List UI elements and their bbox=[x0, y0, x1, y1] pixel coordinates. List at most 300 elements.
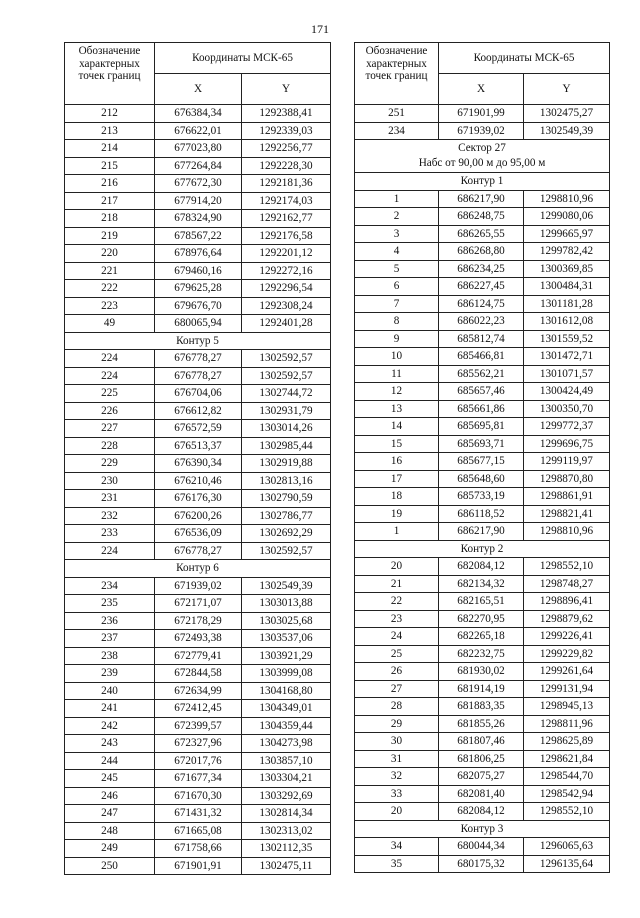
point-id-cell: 4 bbox=[355, 243, 439, 261]
contour-label: Контур 1 bbox=[355, 173, 610, 191]
x-coordinate-cell: 672844,58 bbox=[155, 665, 242, 683]
point-id-cell: 6 bbox=[355, 278, 439, 296]
point-id-cell: 242 bbox=[65, 717, 155, 735]
point-id-cell: 15 bbox=[355, 435, 439, 453]
point-id-cell: 14 bbox=[355, 418, 439, 436]
x-coordinate-cell: 685562,21 bbox=[439, 365, 524, 383]
coordinates-table-left bbox=[64, 42, 331, 875]
y-coordinate-cell: 1298552,10 bbox=[524, 803, 610, 821]
x-coordinate-cell: 681930,02 bbox=[439, 663, 524, 681]
y-coordinate-cell: 1300484,31 bbox=[524, 278, 610, 296]
table-row bbox=[65, 752, 331, 770]
table-row bbox=[355, 453, 610, 471]
table-row bbox=[355, 225, 610, 243]
x-coordinate-cell: 676384,34 bbox=[155, 105, 242, 123]
x-coordinate-cell: 676210,46 bbox=[155, 472, 242, 490]
x-coordinate-cell: 685648,60 bbox=[439, 470, 524, 488]
table-row bbox=[65, 210, 331, 228]
table-row bbox=[65, 840, 331, 858]
x-coordinate-cell: 686265,55 bbox=[439, 225, 524, 243]
x-coordinate-cell: 677914,20 bbox=[155, 192, 242, 210]
y-coordinate-cell: 1298810,96 bbox=[524, 190, 610, 208]
table-row bbox=[355, 365, 610, 383]
y-coordinate-cell: 1303025,68 bbox=[242, 612, 331, 630]
table-row bbox=[65, 612, 331, 630]
y-coordinate-cell: 1301071,57 bbox=[524, 365, 610, 383]
y-coordinate-cell: 1296065,63 bbox=[524, 838, 610, 856]
point-id-cell: 216 bbox=[65, 175, 155, 193]
x-coordinate-cell: 686248,75 bbox=[439, 208, 524, 226]
x-coordinate-cell: 672171,07 bbox=[155, 595, 242, 613]
x-coordinate-cell: 672327,96 bbox=[155, 735, 242, 753]
y-coordinate-cell: 1298879,62 bbox=[524, 610, 610, 628]
point-id-cell: 233 bbox=[65, 525, 155, 543]
y-coordinate-cell: 1298552,10 bbox=[524, 558, 610, 576]
table-row bbox=[65, 315, 331, 333]
x-coordinate-cell: 672779,41 bbox=[155, 647, 242, 665]
x-coordinate-cell: 682265,18 bbox=[439, 628, 524, 646]
x-coordinate-cell: 682232,75 bbox=[439, 645, 524, 663]
x-coordinate-cell: 672178,29 bbox=[155, 612, 242, 630]
y-coordinate-cell: 1298821,41 bbox=[524, 505, 610, 523]
x-coordinate-cell: 685693,71 bbox=[439, 435, 524, 453]
y-coordinate-cell: 1300369,85 bbox=[524, 260, 610, 278]
contour-row bbox=[355, 540, 610, 558]
table-row bbox=[65, 437, 331, 455]
point-id-cell: 21 bbox=[355, 575, 439, 593]
table-row bbox=[65, 507, 331, 525]
y-coordinate-cell: 1302814,34 bbox=[242, 805, 331, 823]
point-id-cell: 31 bbox=[355, 750, 439, 768]
y-coordinate-cell: 1303999,08 bbox=[242, 665, 331, 683]
point-id-cell: 232 bbox=[65, 507, 155, 525]
y-coordinate-cell: 1292272,16 bbox=[242, 262, 331, 280]
y-coordinate-cell: 1302112,35 bbox=[242, 840, 331, 858]
table-row bbox=[355, 330, 610, 348]
y-coordinate-cell: 1300350,70 bbox=[524, 400, 610, 418]
table-row bbox=[355, 505, 610, 523]
table-row bbox=[355, 698, 610, 716]
point-id-cell: 223 bbox=[65, 297, 155, 315]
x-coordinate-cell: 679460,16 bbox=[155, 262, 242, 280]
table-row bbox=[355, 435, 610, 453]
point-id-cell: 245 bbox=[65, 770, 155, 788]
table-row bbox=[355, 855, 610, 873]
x-coordinate-cell: 685466,81 bbox=[439, 348, 524, 366]
table-row bbox=[355, 838, 610, 856]
y-coordinate-cell: 1299772,37 bbox=[524, 418, 610, 436]
table-row bbox=[355, 400, 610, 418]
table-row bbox=[355, 208, 610, 226]
point-id-cell: 9 bbox=[355, 330, 439, 348]
y-coordinate-cell: 1304359,44 bbox=[242, 717, 331, 735]
x-coordinate-cell: 686118,52 bbox=[439, 505, 524, 523]
point-id-cell: 224 bbox=[65, 367, 155, 385]
point-id-cell: 226 bbox=[65, 402, 155, 420]
x-coordinate-cell: 671939,02 bbox=[439, 122, 524, 140]
point-id-cell: 20 bbox=[355, 803, 439, 821]
y-coordinate-cell: 1303013,88 bbox=[242, 595, 331, 613]
point-id-cell: 49 bbox=[65, 315, 155, 333]
x-coordinate-cell: 680044,34 bbox=[439, 838, 524, 856]
x-coordinate-cell: 671677,34 bbox=[155, 770, 242, 788]
y-coordinate-cell: 1299229,82 bbox=[524, 645, 610, 663]
table-row bbox=[355, 295, 610, 313]
y-coordinate-cell: 1298544,70 bbox=[524, 768, 610, 786]
table-row bbox=[355, 610, 610, 628]
point-id-cell: 212 bbox=[65, 105, 155, 123]
y-coordinate-cell: 1298810,96 bbox=[524, 523, 610, 541]
x-coordinate-cell: 671901,99 bbox=[439, 105, 524, 123]
point-id-cell: 238 bbox=[65, 647, 155, 665]
header-y: Y bbox=[524, 74, 610, 105]
table-row bbox=[355, 593, 610, 611]
y-coordinate-cell: 1299119,97 bbox=[524, 453, 610, 471]
table-row bbox=[65, 595, 331, 613]
point-id-cell: 231 bbox=[65, 490, 155, 508]
x-coordinate-cell: 676390,34 bbox=[155, 455, 242, 473]
y-coordinate-cell: 1303921,29 bbox=[242, 647, 331, 665]
x-coordinate-cell: 678567,22 bbox=[155, 227, 242, 245]
table-row bbox=[65, 490, 331, 508]
table-row bbox=[65, 367, 331, 385]
point-id-cell: 10 bbox=[355, 348, 439, 366]
table-row bbox=[355, 190, 610, 208]
table-row bbox=[65, 192, 331, 210]
table-row bbox=[65, 227, 331, 245]
y-coordinate-cell: 1299782,42 bbox=[524, 243, 610, 261]
y-coordinate-cell: 1292296,54 bbox=[242, 280, 331, 298]
x-coordinate-cell: 682134,32 bbox=[439, 575, 524, 593]
x-coordinate-cell: 676622,01 bbox=[155, 122, 242, 140]
y-coordinate-cell: 1298748,27 bbox=[524, 575, 610, 593]
y-coordinate-cell: 1302592,57 bbox=[242, 350, 331, 368]
table-row bbox=[355, 768, 610, 786]
table-row bbox=[355, 558, 610, 576]
x-coordinate-cell: 672634,99 bbox=[155, 682, 242, 700]
point-id-cell: 19 bbox=[355, 505, 439, 523]
point-id-cell: 17 bbox=[355, 470, 439, 488]
table-row bbox=[65, 245, 331, 263]
table-row bbox=[355, 663, 610, 681]
y-coordinate-cell: 1302786,77 bbox=[242, 507, 331, 525]
table-row bbox=[355, 575, 610, 593]
page-number: 171 bbox=[311, 22, 329, 36]
point-id-cell: 30 bbox=[355, 733, 439, 751]
table-row bbox=[65, 472, 331, 490]
point-id-cell: 220 bbox=[65, 245, 155, 263]
table-row bbox=[65, 297, 331, 315]
point-id-cell: 228 bbox=[65, 437, 155, 455]
table-row bbox=[355, 470, 610, 488]
contour-label: Контур 5 bbox=[65, 332, 331, 350]
table-row bbox=[65, 140, 331, 158]
x-coordinate-cell: 672399,57 bbox=[155, 717, 242, 735]
header-point-label: Обозначение характерных точек границ bbox=[355, 43, 439, 105]
sector-title: Сектор 27 bbox=[458, 142, 506, 154]
x-coordinate-cell: 685657,46 bbox=[439, 383, 524, 401]
table-row bbox=[65, 822, 331, 840]
header-y: Y bbox=[242, 74, 331, 105]
x-coordinate-cell: 685695,81 bbox=[439, 418, 524, 436]
y-coordinate-cell: 1302919,88 bbox=[242, 455, 331, 473]
x-coordinate-cell: 680175,32 bbox=[439, 855, 524, 873]
contour-label: Контур 3 bbox=[355, 820, 610, 838]
point-id-cell: 250 bbox=[65, 857, 155, 875]
point-id-cell: 222 bbox=[65, 280, 155, 298]
table-row bbox=[65, 717, 331, 735]
y-coordinate-cell: 1304349,01 bbox=[242, 700, 331, 718]
point-id-cell: 224 bbox=[65, 350, 155, 368]
table-row bbox=[65, 857, 331, 875]
point-id-cell: 229 bbox=[65, 455, 155, 473]
table-row bbox=[65, 262, 331, 280]
y-coordinate-cell: 1292176,58 bbox=[242, 227, 331, 245]
table-row bbox=[355, 313, 610, 331]
y-coordinate-cell: 1298625,89 bbox=[524, 733, 610, 751]
x-coordinate-cell: 686268,80 bbox=[439, 243, 524, 261]
y-coordinate-cell: 1292181,36 bbox=[242, 175, 331, 193]
point-id-cell: 214 bbox=[65, 140, 155, 158]
point-id-cell: 34 bbox=[355, 838, 439, 856]
table-row bbox=[65, 122, 331, 140]
table-row bbox=[355, 383, 610, 401]
table-row bbox=[355, 122, 610, 140]
point-id-cell: 240 bbox=[65, 682, 155, 700]
coordinates-table-right bbox=[354, 42, 610, 873]
y-coordinate-cell: 1296135,64 bbox=[524, 855, 610, 873]
x-coordinate-cell: 677672,30 bbox=[155, 175, 242, 193]
x-coordinate-cell: 676536,09 bbox=[155, 525, 242, 543]
contour-label: Контур 2 bbox=[355, 540, 610, 558]
x-coordinate-cell: 678324,90 bbox=[155, 210, 242, 228]
y-coordinate-cell: 1298870,80 bbox=[524, 470, 610, 488]
x-coordinate-cell: 672412,45 bbox=[155, 700, 242, 718]
point-id-cell: 234 bbox=[65, 577, 155, 595]
point-id-cell: 239 bbox=[65, 665, 155, 683]
x-coordinate-cell: 682081,40 bbox=[439, 785, 524, 803]
table-row bbox=[65, 770, 331, 788]
y-coordinate-cell: 1292339,03 bbox=[242, 122, 331, 140]
x-coordinate-cell: 671939,02 bbox=[155, 577, 242, 595]
point-id-cell: 32 bbox=[355, 768, 439, 786]
point-id-cell: 13 bbox=[355, 400, 439, 418]
x-coordinate-cell: 681807,46 bbox=[439, 733, 524, 751]
x-coordinate-cell: 676704,06 bbox=[155, 385, 242, 403]
header-x: X bbox=[155, 74, 242, 105]
x-coordinate-cell: 671901,91 bbox=[155, 857, 242, 875]
y-coordinate-cell: 1302475,11 bbox=[242, 857, 331, 875]
point-id-cell: 1 bbox=[355, 190, 439, 208]
table-row bbox=[355, 733, 610, 751]
y-coordinate-cell: 1301612,08 bbox=[524, 313, 610, 331]
y-coordinate-cell: 1302744,72 bbox=[242, 385, 331, 403]
y-coordinate-cell: 1301559,52 bbox=[524, 330, 610, 348]
x-coordinate-cell: 671665,08 bbox=[155, 822, 242, 840]
table-row bbox=[65, 787, 331, 805]
table-row bbox=[65, 280, 331, 298]
point-id-cell: 249 bbox=[65, 840, 155, 858]
table-row bbox=[65, 805, 331, 823]
contour-row bbox=[355, 820, 610, 838]
table-row bbox=[65, 647, 331, 665]
x-coordinate-cell: 679625,28 bbox=[155, 280, 242, 298]
y-coordinate-cell: 1292401,28 bbox=[242, 315, 331, 333]
point-id-cell: 215 bbox=[65, 157, 155, 175]
point-id-cell: 2 bbox=[355, 208, 439, 226]
table-row bbox=[65, 157, 331, 175]
table-row bbox=[355, 418, 610, 436]
y-coordinate-cell: 1302790,59 bbox=[242, 490, 331, 508]
table-row bbox=[355, 785, 610, 803]
table-row bbox=[65, 385, 331, 403]
table-row bbox=[65, 700, 331, 718]
point-id-cell: 235 bbox=[65, 595, 155, 613]
x-coordinate-cell: 686217,90 bbox=[439, 190, 524, 208]
x-coordinate-cell: 676612,82 bbox=[155, 402, 242, 420]
table-row bbox=[65, 420, 331, 438]
y-coordinate-cell: 1298811,96 bbox=[524, 715, 610, 733]
table-row bbox=[355, 523, 610, 541]
y-coordinate-cell: 1300424,49 bbox=[524, 383, 610, 401]
contour-row bbox=[355, 173, 610, 191]
point-id-cell: 26 bbox=[355, 663, 439, 681]
y-coordinate-cell: 1302692,29 bbox=[242, 525, 331, 543]
table-row bbox=[355, 105, 610, 123]
table-row bbox=[65, 525, 331, 543]
y-coordinate-cell: 1298896,41 bbox=[524, 593, 610, 611]
table-row bbox=[65, 682, 331, 700]
point-id-cell: 23 bbox=[355, 610, 439, 628]
x-coordinate-cell: 682084,12 bbox=[439, 558, 524, 576]
y-coordinate-cell: 1292308,24 bbox=[242, 297, 331, 315]
y-coordinate-cell: 1302592,57 bbox=[242, 367, 331, 385]
point-id-cell: 5 bbox=[355, 260, 439, 278]
y-coordinate-cell: 1292162,77 bbox=[242, 210, 331, 228]
table-row bbox=[355, 243, 610, 261]
point-id-cell: 22 bbox=[355, 593, 439, 611]
x-coordinate-cell: 681914,19 bbox=[439, 680, 524, 698]
point-id-cell: 251 bbox=[355, 105, 439, 123]
table-row bbox=[355, 488, 610, 506]
x-coordinate-cell: 671758,66 bbox=[155, 840, 242, 858]
header-coordinates: Координаты МСК-65 bbox=[439, 43, 610, 74]
x-coordinate-cell: 676513,37 bbox=[155, 437, 242, 455]
point-id-cell: 247 bbox=[65, 805, 155, 823]
point-id-cell: 243 bbox=[65, 735, 155, 753]
x-coordinate-cell: 681806,25 bbox=[439, 750, 524, 768]
point-id-cell: 224 bbox=[65, 542, 155, 560]
point-id-cell: 27 bbox=[355, 680, 439, 698]
x-coordinate-cell: 685661,86 bbox=[439, 400, 524, 418]
table-row bbox=[355, 803, 610, 821]
x-coordinate-cell: 676200,26 bbox=[155, 507, 242, 525]
point-id-cell: 20 bbox=[355, 558, 439, 576]
point-id-cell: 248 bbox=[65, 822, 155, 840]
y-coordinate-cell: 1301181,28 bbox=[524, 295, 610, 313]
y-coordinate-cell: 1304168,80 bbox=[242, 682, 331, 700]
y-coordinate-cell: 1301472,71 bbox=[524, 348, 610, 366]
y-coordinate-cell: 1302475,27 bbox=[524, 105, 610, 123]
point-id-cell: 225 bbox=[65, 385, 155, 403]
table-row bbox=[355, 645, 610, 663]
point-id-cell: 230 bbox=[65, 472, 155, 490]
y-coordinate-cell: 1303304,21 bbox=[242, 770, 331, 788]
y-coordinate-cell: 1302985,44 bbox=[242, 437, 331, 455]
x-coordinate-cell: 686217,90 bbox=[439, 523, 524, 541]
table-row bbox=[355, 750, 610, 768]
y-coordinate-cell: 1302313,02 bbox=[242, 822, 331, 840]
point-id-cell: 246 bbox=[65, 787, 155, 805]
point-id-cell: 218 bbox=[65, 210, 155, 228]
x-coordinate-cell: 686124,75 bbox=[439, 295, 524, 313]
y-coordinate-cell: 1299665,97 bbox=[524, 225, 610, 243]
table-row bbox=[65, 630, 331, 648]
header-point-label: Обозначение характерных точек границ bbox=[65, 43, 155, 105]
y-coordinate-cell: 1302592,57 bbox=[242, 542, 331, 560]
y-coordinate-cell: 1299261,64 bbox=[524, 663, 610, 681]
x-coordinate-cell: 671431,32 bbox=[155, 805, 242, 823]
y-coordinate-cell: 1302549,39 bbox=[242, 577, 331, 595]
x-coordinate-cell: 672017,76 bbox=[155, 752, 242, 770]
table-row bbox=[65, 735, 331, 753]
point-id-cell: 221 bbox=[65, 262, 155, 280]
x-coordinate-cell: 678976,64 bbox=[155, 245, 242, 263]
y-coordinate-cell: 1303857,10 bbox=[242, 752, 331, 770]
y-coordinate-cell: 1292256,77 bbox=[242, 140, 331, 158]
sector-row bbox=[355, 140, 610, 173]
point-id-cell: 16 bbox=[355, 453, 439, 471]
point-id-cell: 18 bbox=[355, 488, 439, 506]
point-id-cell: 29 bbox=[355, 715, 439, 733]
x-coordinate-cell: 676778,27 bbox=[155, 367, 242, 385]
y-coordinate-cell: 1292201,12 bbox=[242, 245, 331, 263]
y-coordinate-cell: 1303537,06 bbox=[242, 630, 331, 648]
x-coordinate-cell: 672493,38 bbox=[155, 630, 242, 648]
table-row bbox=[65, 665, 331, 683]
point-id-cell: 237 bbox=[65, 630, 155, 648]
point-id-cell: 3 bbox=[355, 225, 439, 243]
point-id-cell: 213 bbox=[65, 122, 155, 140]
point-id-cell: 7 bbox=[355, 295, 439, 313]
x-coordinate-cell: 682165,51 bbox=[439, 593, 524, 611]
table-row bbox=[65, 350, 331, 368]
x-coordinate-cell: 685733,19 bbox=[439, 488, 524, 506]
x-coordinate-cell: 680065,94 bbox=[155, 315, 242, 333]
table-row bbox=[355, 628, 610, 646]
sector-height-range: Набс от 90,00 м до 95,00 м bbox=[418, 157, 546, 169]
y-coordinate-cell: 1299696,75 bbox=[524, 435, 610, 453]
x-coordinate-cell: 685812,74 bbox=[439, 330, 524, 348]
y-coordinate-cell: 1302813,16 bbox=[242, 472, 331, 490]
table-row bbox=[355, 260, 610, 278]
y-coordinate-cell: 1299131,94 bbox=[524, 680, 610, 698]
x-coordinate-cell: 686022,23 bbox=[439, 313, 524, 331]
point-id-cell: 12 bbox=[355, 383, 439, 401]
table-row bbox=[65, 542, 331, 560]
x-coordinate-cell: 682270,95 bbox=[439, 610, 524, 628]
x-coordinate-cell: 685677,15 bbox=[439, 453, 524, 471]
point-id-cell: 217 bbox=[65, 192, 155, 210]
table-row bbox=[355, 278, 610, 296]
point-id-cell: 244 bbox=[65, 752, 155, 770]
contour-row bbox=[65, 560, 331, 578]
point-id-cell: 25 bbox=[355, 645, 439, 663]
point-id-cell: 8 bbox=[355, 313, 439, 331]
x-coordinate-cell: 681883,35 bbox=[439, 698, 524, 716]
y-coordinate-cell: 1302549,39 bbox=[524, 122, 610, 140]
x-coordinate-cell: 676176,30 bbox=[155, 490, 242, 508]
